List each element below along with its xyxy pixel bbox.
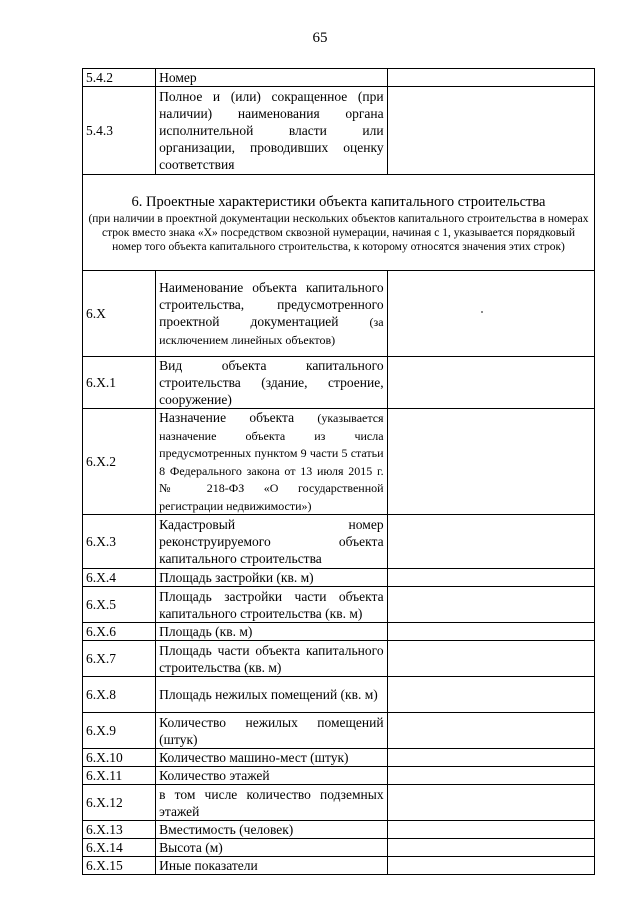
row-number: 6.X.13 [83, 821, 156, 839]
row-value-cell [387, 839, 594, 857]
row-value-cell [387, 569, 594, 587]
table-row [83, 271, 595, 357]
row-value-cell [387, 515, 594, 569]
table-row [83, 69, 595, 87]
row-name [156, 857, 387, 875]
section-header-row [83, 175, 595, 271]
row-name: Полное и (или) сокращенное (при наличии) наименования органа исполнительной власти или организации, проводивших оценку соответствия [156, 87, 387, 175]
row-name-text: Площадь застройки (кв. м) [159, 570, 314, 585]
row-name [156, 821, 387, 839]
row-name-text: в том числе количество подземных этажей [159, 786, 384, 819]
section-header [83, 175, 595, 271]
row-value-cell [387, 767, 594, 785]
row-name-text: Иные показатели [159, 858, 258, 873]
row-value-cell [387, 641, 594, 677]
row-name [156, 713, 387, 749]
row-number: 6.X.15 [83, 857, 156, 875]
table-row [83, 641, 595, 677]
scan-speck [481, 311, 483, 313]
row-name [156, 641, 387, 677]
row-number: 6.X.8 [83, 677, 156, 713]
row-name [156, 785, 387, 821]
row-name [156, 749, 387, 767]
table-row [83, 569, 595, 587]
row-value-cell [387, 271, 594, 357]
row-number: 6.X.5 [83, 587, 156, 623]
row-name [156, 677, 387, 713]
table-row [83, 623, 595, 641]
row-value-cell [387, 587, 594, 623]
row-name-text: Площадь части объекта капитального строительства (кв. м) [159, 642, 384, 675]
row-value-cell [387, 409, 594, 515]
row-name [156, 271, 387, 357]
row-value-cell [387, 69, 594, 87]
table-row [83, 839, 595, 857]
row-name-text: Высота (м) [159, 840, 223, 855]
row-name [156, 767, 387, 785]
row-name [156, 569, 387, 587]
row-name [156, 409, 387, 515]
characteristics-table [82, 68, 595, 875]
row-number: 6.X.10 [83, 749, 156, 767]
table-row [83, 87, 595, 175]
row-name [156, 587, 387, 623]
row-name [156, 839, 387, 857]
row-value-cell [387, 87, 594, 175]
row-number: 6.X.9 [83, 713, 156, 749]
row-name [156, 357, 387, 409]
table-row [83, 857, 595, 875]
row-value-cell [387, 677, 594, 713]
row-number: 6.X.1 [83, 357, 156, 409]
row-name-text: Количество этажей [159, 768, 270, 783]
row-name-text: Количество машино-мест (штук) [159, 750, 349, 765]
row-name-text: Площадь нежилых помещений (кв. м) [159, 687, 378, 702]
row-number: 5.4.3 [83, 87, 156, 175]
row-value-cell [387, 357, 594, 409]
table-row [83, 587, 595, 623]
row-number: 6.X.7 [83, 641, 156, 677]
section-title: 6. Проектные характеристики объекта капитального строительства [131, 193, 546, 210]
row-name-note: (за исключением линейных объектов) [159, 315, 384, 347]
table-row [83, 515, 595, 569]
table-row [83, 767, 595, 785]
row-name-text: Количество нежилых помещений (штук) [159, 714, 384, 747]
row-name: Номер [156, 69, 387, 87]
table-row [83, 749, 595, 767]
row-number: 5.4.2 [83, 69, 156, 87]
row-name-text: Кадастровый номер реконструируемого объекта капитального строительства [159, 517, 384, 566]
page-number: 65 [312, 30, 328, 46]
row-number: 6.X.11 [83, 767, 156, 785]
row-name-text: Вид объекта капитального строительства (здание, строение, сооружение) [159, 358, 384, 407]
row-value-cell [387, 623, 594, 641]
table-row [83, 409, 595, 515]
row-number: 6.X.2 [83, 409, 156, 515]
row-value-cell [387, 713, 594, 749]
table-row [83, 677, 595, 713]
row-name-text: Назначение объекта [159, 410, 295, 425]
row-number: 6.X.3 [83, 515, 156, 569]
row-name-text: Вместимость (человек) [159, 822, 294, 837]
row-number: 6.X.12 [83, 785, 156, 821]
row-value-cell [387, 821, 594, 839]
row-value-cell [387, 749, 594, 767]
section-note: (при наличии в проектной документации нескольких объектов капитального строительства в номерах строк вместо знака «X» посредством сквозной нумерации, начиная с 1, указывается порядковый номер того объекта капитального строительства, к которому относятся значения этих строк) [88, 212, 589, 253]
row-number: 6.X.6 [83, 623, 156, 641]
row-value-cell [387, 857, 594, 875]
row-number: 6.X.14 [83, 839, 156, 857]
row-name-text: Площадь (кв. м) [159, 624, 253, 639]
row-name-note: (указывается назначение объекта из числа предусмотренных пунктом 9 части 5 статьи 8 Федерального закона от 13 июля 2015 г. № 218-ФЗ «О государственной регистрации недвижимости») [159, 411, 384, 513]
table-row [83, 713, 595, 749]
row-number: 6.X [83, 271, 156, 357]
row-value-cell [387, 785, 594, 821]
row-name-text: Площадь застройки части объекта капитального строительства (кв. м) [159, 588, 384, 621]
table-row [83, 821, 595, 839]
table-row [83, 357, 595, 409]
row-name-text: Наименование объекта капитального строительства, предусмотренного проектной документацией [159, 280, 384, 329]
row-name [156, 515, 387, 569]
table-row [83, 785, 595, 821]
row-name [156, 623, 387, 641]
row-number: 6.X.4 [83, 569, 156, 587]
